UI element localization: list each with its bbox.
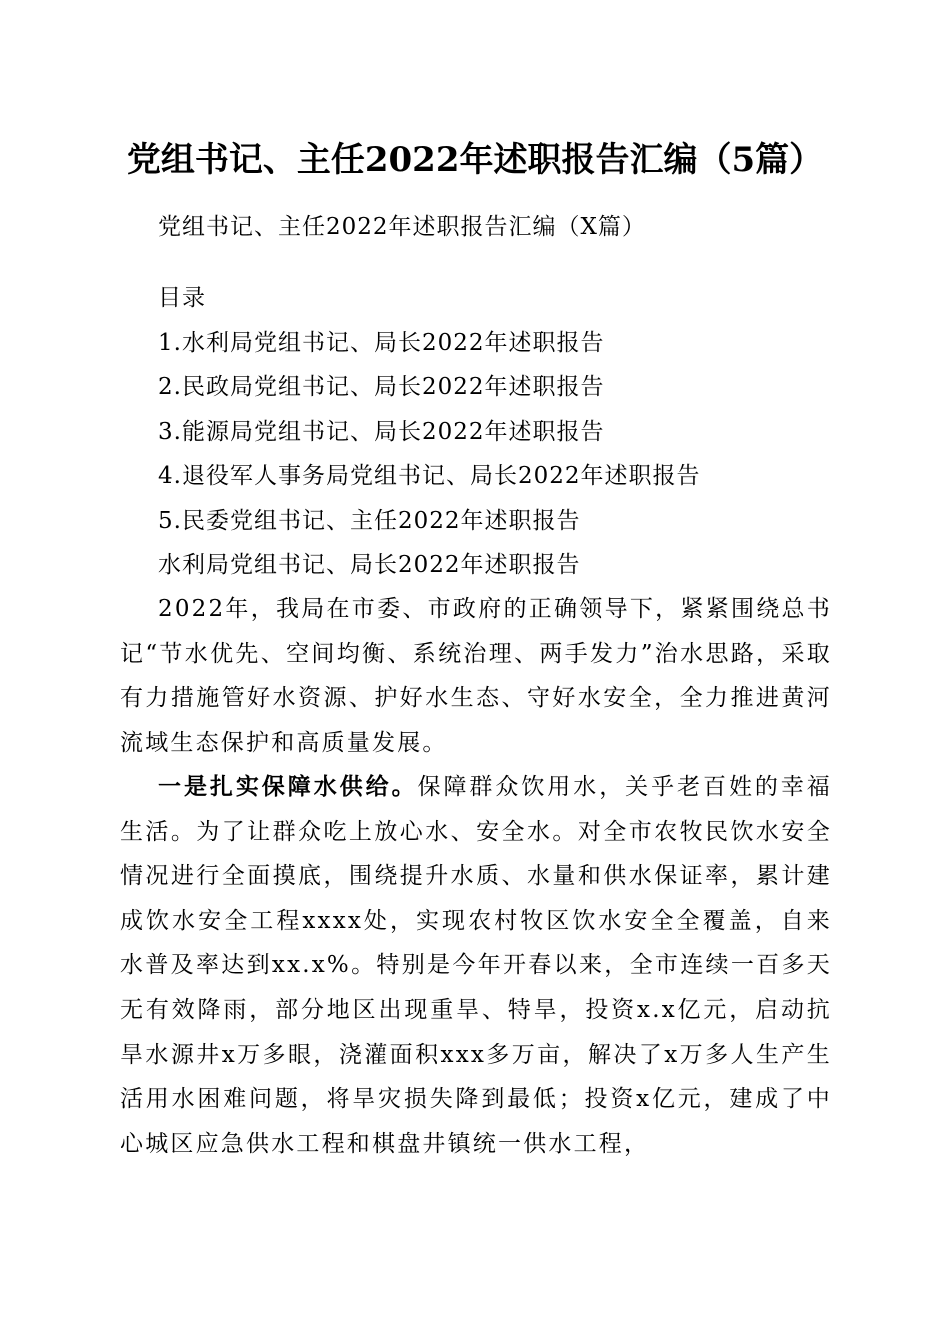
point-one-body: 保障群众饮用水，关乎老百姓的幸福生活。为了让群众吃上放心水、安全水。对全市农牧民饮水安全情况进行全面摸底，围绕提升水质、水量和供水保证率，累计建成饮水安全工程xxxx处，实现农村牧区饮水安全全覆盖，自来水普及率达到xx.x%。特别是今年开春以来，全市连续一百多天无有效降雨，部分地区出现重旱、特旱，投资x.x亿元，启动抗旱水源井x万多眼，浇灌面积xxx多万亩，解决了x万多人生产生活用水困难问题，将旱灾损失降到最低；投资x亿元，建成了中心城区应急供水工程和棋盘井镇统一供水工程，: [120, 774, 833, 1157]
toc-item-5: 5.民委党组书记、主任2022年述职报告: [158, 508, 581, 534]
point-one-paragraph: [120, 765, 832, 1166]
point-one-lead: 一是扎实保障水供给。: [158, 773, 418, 800]
intro-paragraph: 2022年，我局在市委、市政府的正确领导下，紧紧围绕总书记“节水优先、空间均衡、系统治理、两手发力”治水思路，采取有力措施管好水资源、护好水生态、守好水安全，全力推进黄河流域生态保护和高质量发展。: [120, 596, 832, 756]
section-heading: 水利局党组书记、局长2022年述职报告: [158, 552, 581, 578]
toc-item-1: 1.水利局党组书记、局长2022年述职报告: [158, 330, 605, 356]
toc-item-4: 4.退役军人事务局党组书记、局长2022年述职报告: [158, 463, 701, 489]
toc-item-2: 2.民政局党组书记、局长2022年述职报告: [158, 374, 605, 400]
document-title: 党组书记、主任2022年述职报告汇编（5篇）: [126, 140, 824, 180]
document-subtitle: 党组书记、主任2022年述职报告汇编（X篇）: [158, 214, 646, 240]
toc-item-3: 3.能源局党组书记、局长2022年述职报告: [158, 419, 605, 445]
toc-label: 目录: [158, 285, 206, 311]
